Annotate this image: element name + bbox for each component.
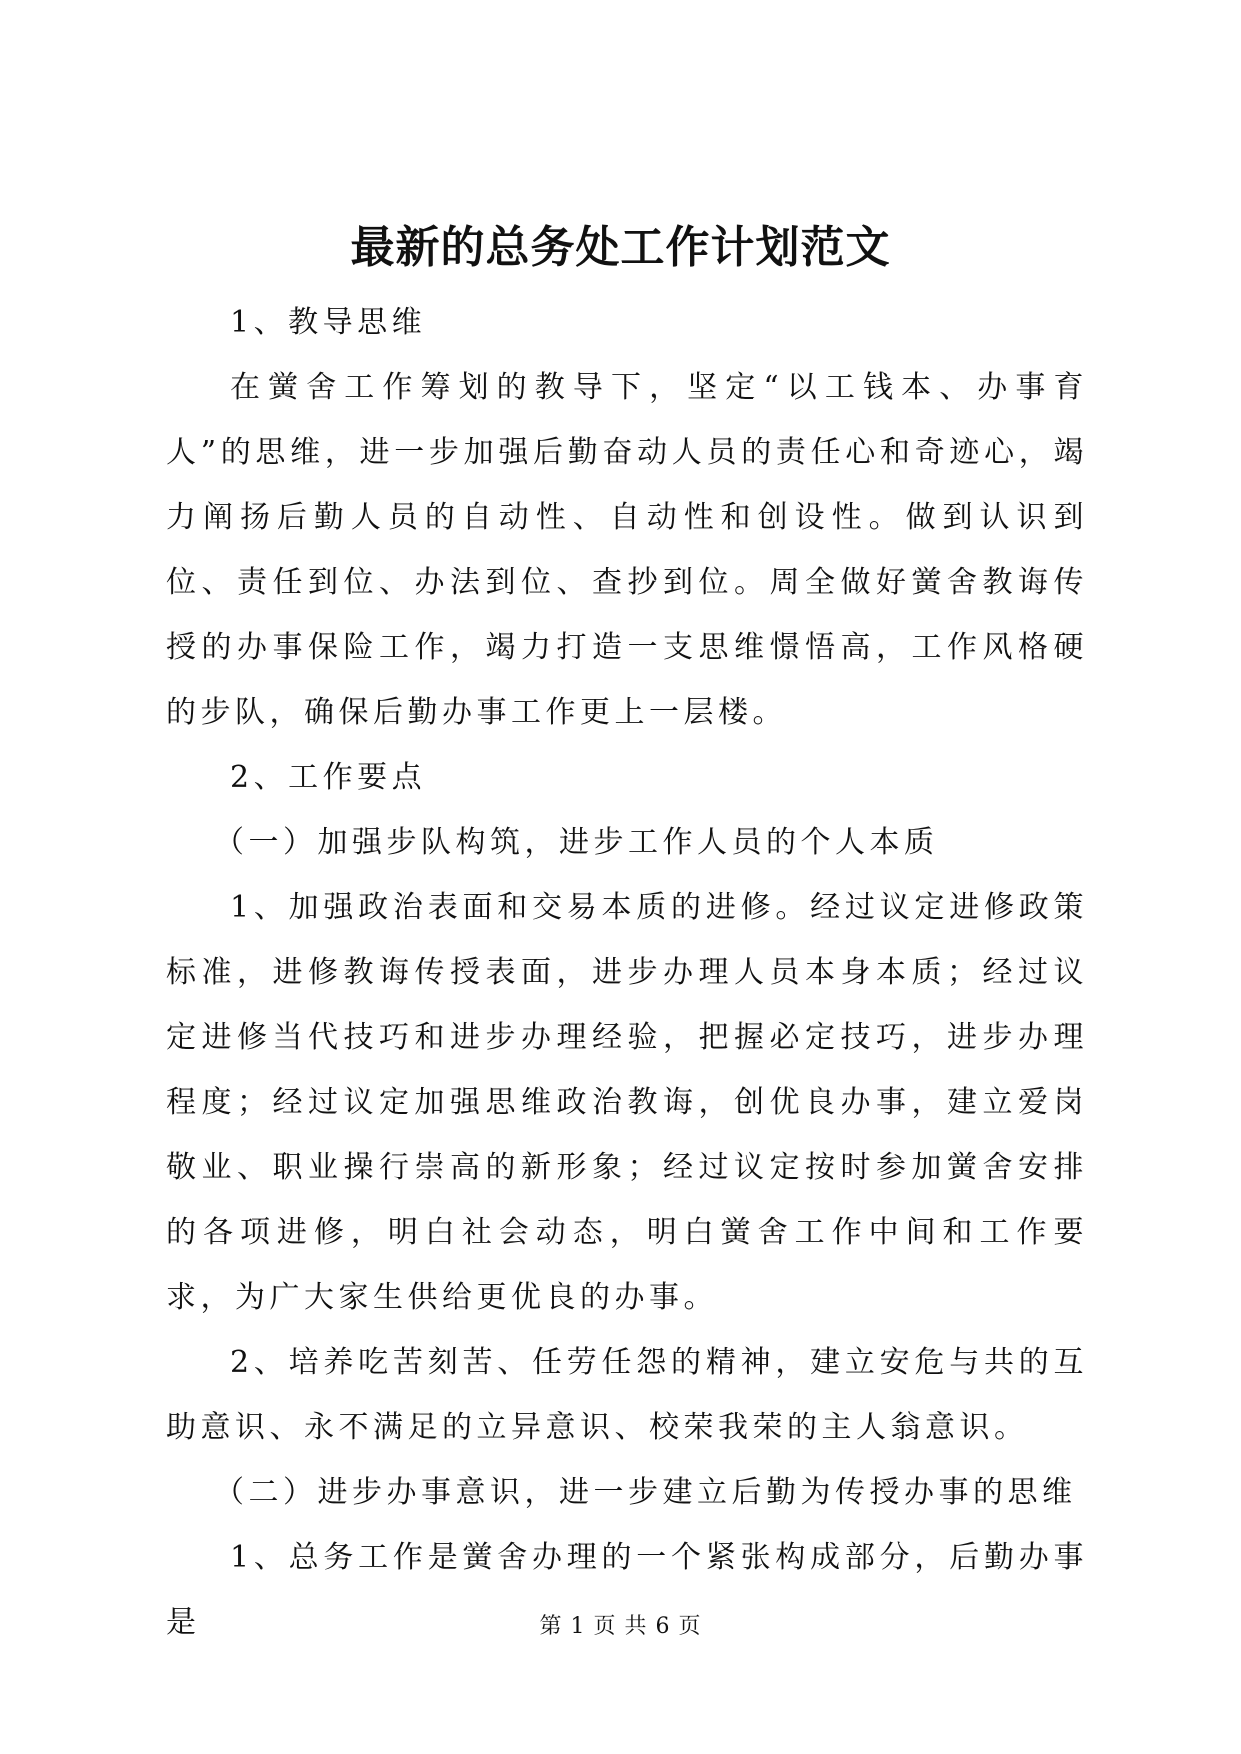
page-footer: 第 1 页 共 6 页 (539, 1614, 702, 1639)
subsection-heading-2: （二）进步办事意识，进一步建立后勤为传授办事的思维 (214, 1475, 1077, 1510)
section-heading-2: 2、工作要点 (230, 760, 427, 795)
document-title: 最新的总务处工作计划范文 (350, 222, 891, 273)
section-heading-1: 1、教导思维 (230, 305, 427, 340)
paragraph-spirit: 2、培养吃苦刻苦、任劳任怨的精神，建立安危与共的互助意识、永不满足的立异意识、校荣我荣的主人翁意识。 (166, 1345, 1088, 1445)
paragraph-study: 1、加强政治表面和交易本质的进修。经过议定进修政策标准，进修教诲传授表面，进步办理人员本身本质；经过议定进修当代技巧和进步办理经验，把握必定技巧，进步办理程度；经过议定加强思维政治教诲，创优良办事，建立爱岗敬业、职业操行崇高的新形象；经过议定按时参加黉舍安排的各项进修，明白社会动态，明白黉舍工作中间和工作要求，为广大家生供给更优良的办事。 (166, 890, 1088, 1315)
paragraph-guiding-thought: 在黉舍工作筹划的教导下，坚定“以工钱本、办事育人”的思维，进一步加强后勤奋动人员的责任心和奇迹心，竭力阐扬后勤人员的自动性、自动性和创设性。做到认识到位、责任到位、办法到位、查抄到位。周全做好黉舍教诲传授的办事保险工作，竭力打造一支思维憬悟高，工作风格硬的步队，确保后勤办事工作更上一层楼。 (166, 370, 1088, 730)
paragraph-general-affairs: 1、总务工作是黉舍办理的一个紧张构成部分，后勤办事是 (166, 1540, 1088, 1640)
document-body (166, 290, 1088, 1655)
subsection-heading-1: （一）加强步队构筑，进步工作人员的个人本质 (214, 825, 939, 860)
